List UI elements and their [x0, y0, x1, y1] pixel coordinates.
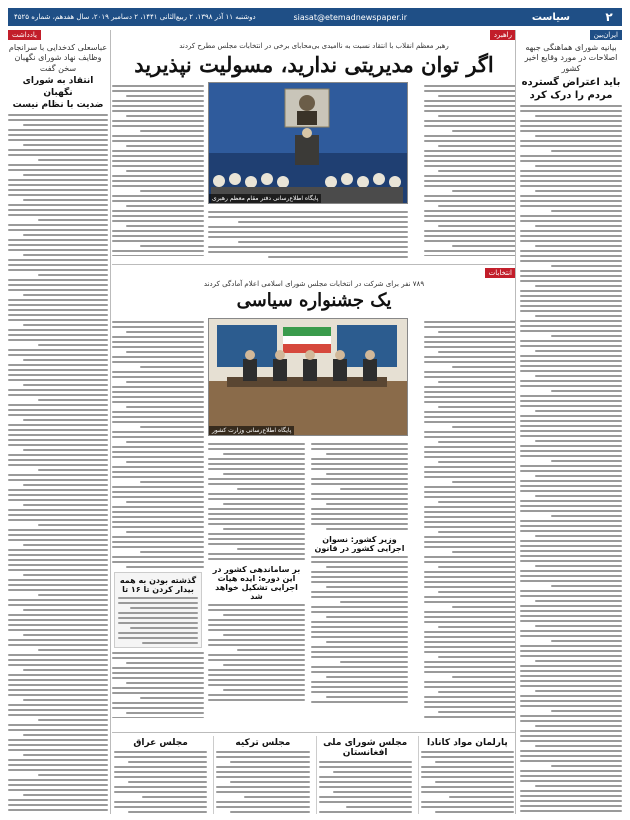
main-story-tag: راهبرد: [490, 30, 516, 40]
second-story-sidebox: [114, 572, 202, 648]
right-column-kicker: بیانیه شورای هماهنگی جبهه اصلاحات در مورد وقایع اخیر کشور: [524, 43, 618, 73]
main-story-kicker: رهبر معظم انقلاب با انتقاد نسبت به ناامیدی بی‌محابای برخی در انتخابات مجلس مطرح کردند: [179, 42, 449, 50]
right-column-headline: باید اعتراض گسترده مردم را درک کرد: [521, 77, 621, 102]
page-header-bar: [8, 8, 622, 26]
bottom-box-2: [316, 736, 414, 814]
site-email[interactable]: siasat@etemadnewspaper.ir: [293, 12, 407, 22]
bottom-box-1-title: پارلمان مواد کانادا: [427, 738, 508, 748]
left-column-body: [8, 114, 108, 814]
second-story-headline: یک جشنواره سیاسی: [236, 290, 392, 311]
bottom-box-4: [112, 736, 209, 814]
main-photo-caption: پایگاه اطلاع‌رسانی دفتر مقام معظم رهبری: [209, 194, 321, 203]
issue-date: دوشنبه ۱۱ آذر ۱۳۹۸، ۲ ربیع‌الثانی ۱۴۴۱، ۲ دسامبر ۲۰۱۹، سال هفدهم، شماره ۴۵۲۵: [14, 13, 256, 21]
second-story-body-col-3: [112, 318, 204, 718]
divider: [112, 264, 516, 265]
main-story-body-col-3: [112, 82, 204, 256]
bottom-box-1: [418, 736, 516, 814]
main-story-body-col-2: [208, 208, 408, 258]
second-story-subhead-1: وزیر کشور: نسوان اجرایی کشور در قانون: [314, 535, 405, 553]
section-title: سیاست: [531, 11, 570, 23]
second-story: [112, 268, 516, 728]
right-column: [520, 30, 622, 814]
main-story-body-col-1: [424, 82, 516, 256]
left-column-subheadline: ضدیت با نظام نیست: [12, 99, 104, 110]
column-separator-right: [515, 30, 516, 814]
second-story-photo: [208, 318, 408, 436]
bottom-box-4-title: مجلس عراق: [133, 738, 188, 748]
second-story-subhead-2: بر ساماندهی کشور در این دوره: ایده هیات اجرایی تشکیل خواهد شد: [212, 565, 301, 601]
right-column-tag: ایران‌بین: [590, 30, 622, 40]
bottom-box-2-title: مجلس شورای ملی افغانستان: [323, 738, 408, 758]
bottom-box-3: [213, 736, 311, 814]
divider-bottom: [112, 732, 516, 733]
sidebox-title: گذشته بودن به همه بیدار کردن تا ۱۶ تا: [119, 576, 197, 594]
main-story: [112, 30, 516, 262]
second-photo-caption: پایگاه اطلاع‌رسانی وزارت کشور: [209, 426, 294, 435]
bottom-boxes: [112, 736, 516, 814]
second-story-body-col-2: [208, 440, 408, 720]
left-column: [8, 30, 108, 814]
left-column-kicker: عباسعلی کدخدایی با سرانجام وظایف نهاد شورای نگهبان سخن گفت: [8, 43, 108, 73]
left-column-headline: انتقاد به شورای نگهبان: [22, 76, 94, 98]
main-story-photo: [208, 82, 408, 204]
page-number: ۲: [605, 10, 613, 24]
second-story-kicker: ۷۸۹ نفر برای شرکت در انتخابات مجلس شورای اسلامی اعلام آمادگی کردند: [203, 280, 425, 288]
left-column-tag: یادداشت: [8, 30, 41, 40]
bottom-box-3-title: مجلس ترکیه: [235, 738, 291, 748]
right-column-body: [520, 105, 622, 814]
column-separator-left: [110, 30, 111, 814]
second-story-body-col-1: [424, 318, 516, 718]
main-story-headline: اگر توان مدیریتی ندارید، مسولیت نپذیرید: [134, 52, 494, 77]
second-story-tag: انتخابات: [485, 268, 516, 278]
center-area: [112, 30, 516, 814]
